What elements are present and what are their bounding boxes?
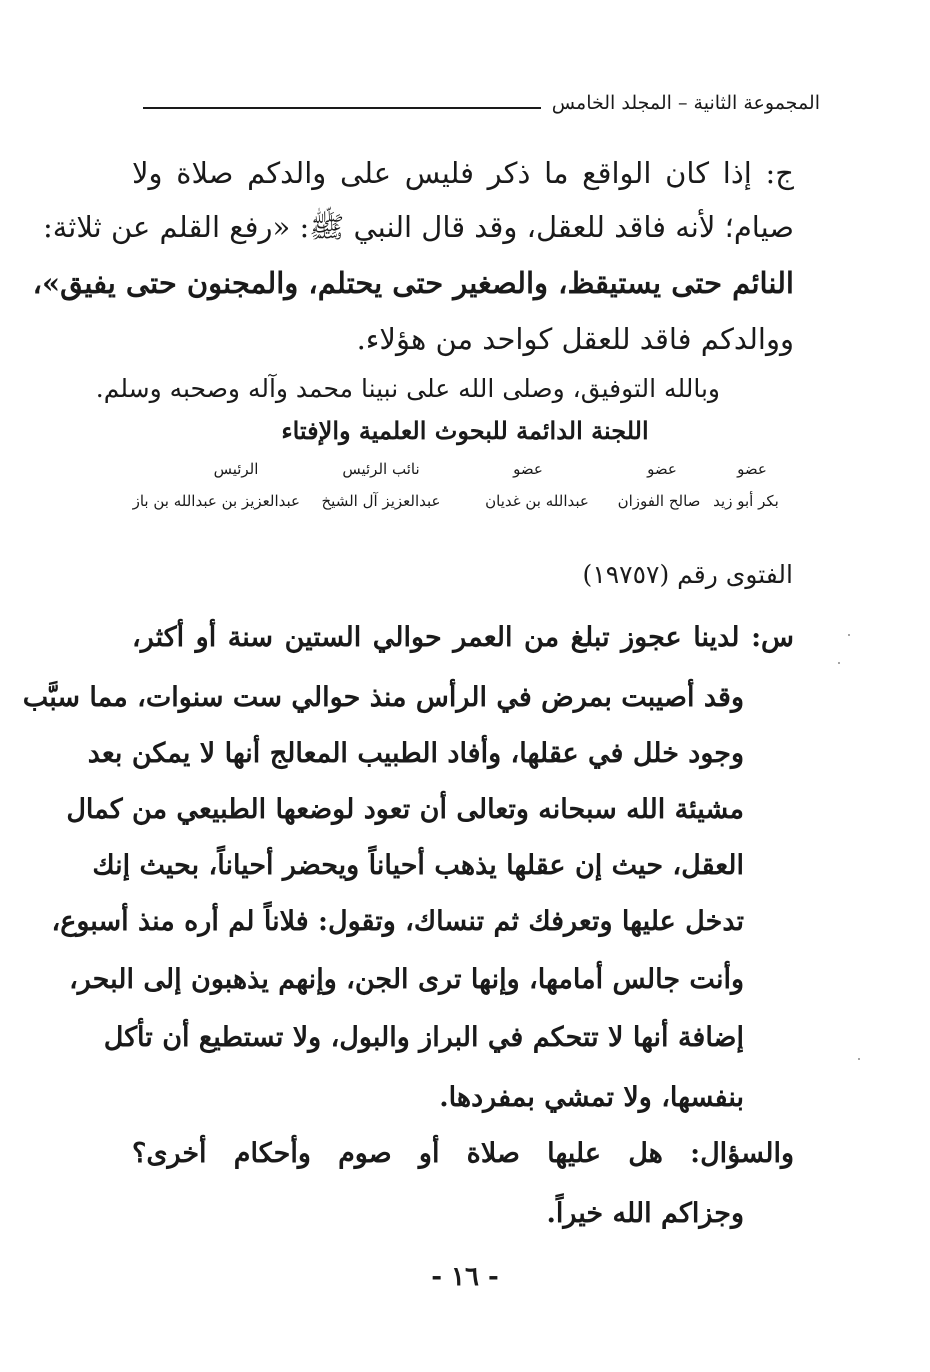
answer-line-2: صيام؛ لأنه فاقد للعقل، وقد قال النبي ﷺ: «رفع القلم عن ثلاثة:	[42, 210, 794, 244]
question-line-1: س: لدينا عجوز تبلغ من العمر حوالي الستين سنة أو أكثر،	[132, 622, 794, 653]
closing-line: وبالله التوفيق، وصلى الله على نبينا محمد وآله وصحبه وسلم.	[95, 374, 720, 403]
scan-speck	[848, 634, 850, 636]
member-role: عضو	[737, 460, 767, 478]
member-name: بكر أبو زيد	[713, 492, 779, 510]
member-role: عضو	[647, 460, 677, 478]
member-role: الرئيس	[213, 460, 259, 478]
member-name: عبدالله بن غديان	[485, 492, 589, 510]
question-line-4: مشيئة الله سبحانه وتعالى أن تعود لوضعها الطبيعي من كمال	[66, 794, 744, 825]
question-line-3: وجود خلل في عقلها، وأفاد الطبيب المعالج أنها لا يمكن بعد	[87, 738, 744, 769]
question-line-10: والسؤال: هل عليها صلاة أو صوم وأحكام أخرى؟	[132, 1138, 794, 1169]
running-header: المجموعة الثانية – المجلد الخامس	[551, 92, 820, 114]
member-name: صالح الفوزان	[617, 492, 701, 510]
answer-line-1: ج: إذا كان الواقع ما ذكر فليس على والدكم صلاة ولا	[132, 156, 794, 190]
member-name: عبدالعزيز آل الشيخ	[321, 492, 441, 510]
question-line-2: وقد أصيبت بمرض في الرأس منذ حوالي ست سنوات، مما سبَّب	[22, 682, 744, 713]
member-role: نائب الرئيس	[342, 460, 420, 478]
scan-speck	[858, 1058, 860, 1060]
scan-speck	[838, 662, 840, 664]
question-line-5: العقل، حيث إن عقلها يذهب أحياناً ويحضر أحياناً، بحيث إنك	[92, 850, 744, 881]
header-rule	[143, 107, 541, 109]
question-line-7: وأنت جالس أمامها، وإنها ترى الجن، وإنهم يذهبون إلى البحر،	[69, 964, 744, 995]
member-name: عبدالعزيز بن عبدالله بن باز	[132, 492, 300, 510]
page-number: - ١٦ -	[431, 1262, 499, 1292]
answer-line-3: النائم حتى يستيقظ، والصغير حتى يحتلم، والمجنون حتى يفيق»،	[32, 266, 794, 300]
question-line-9: بنفسها، ولا تمشي بمفردها.	[439, 1082, 744, 1113]
fatwa-number: الفتوى رقم (١٩٧٥٧)	[582, 560, 793, 589]
question-line-6: تدخل عليها وتعرفك ثم تنساك، وتقول: فلاناً لم أره منذ أسبوع،	[51, 906, 744, 937]
member-role: عضو	[513, 460, 543, 478]
question-line-11: وجزاكم الله خيراً.	[546, 1198, 744, 1229]
answer-line-4: ووالدكم فاقد للعقل كواحد من هؤلاء.	[356, 322, 794, 356]
committee-title: اللجنة الدائمة للبحوث العلمية والإفتاء	[281, 416, 649, 445]
question-line-8: إضافة أنها لا تتحكم في البراز والبول، ولا تستطيع أن تأكل	[103, 1022, 744, 1053]
